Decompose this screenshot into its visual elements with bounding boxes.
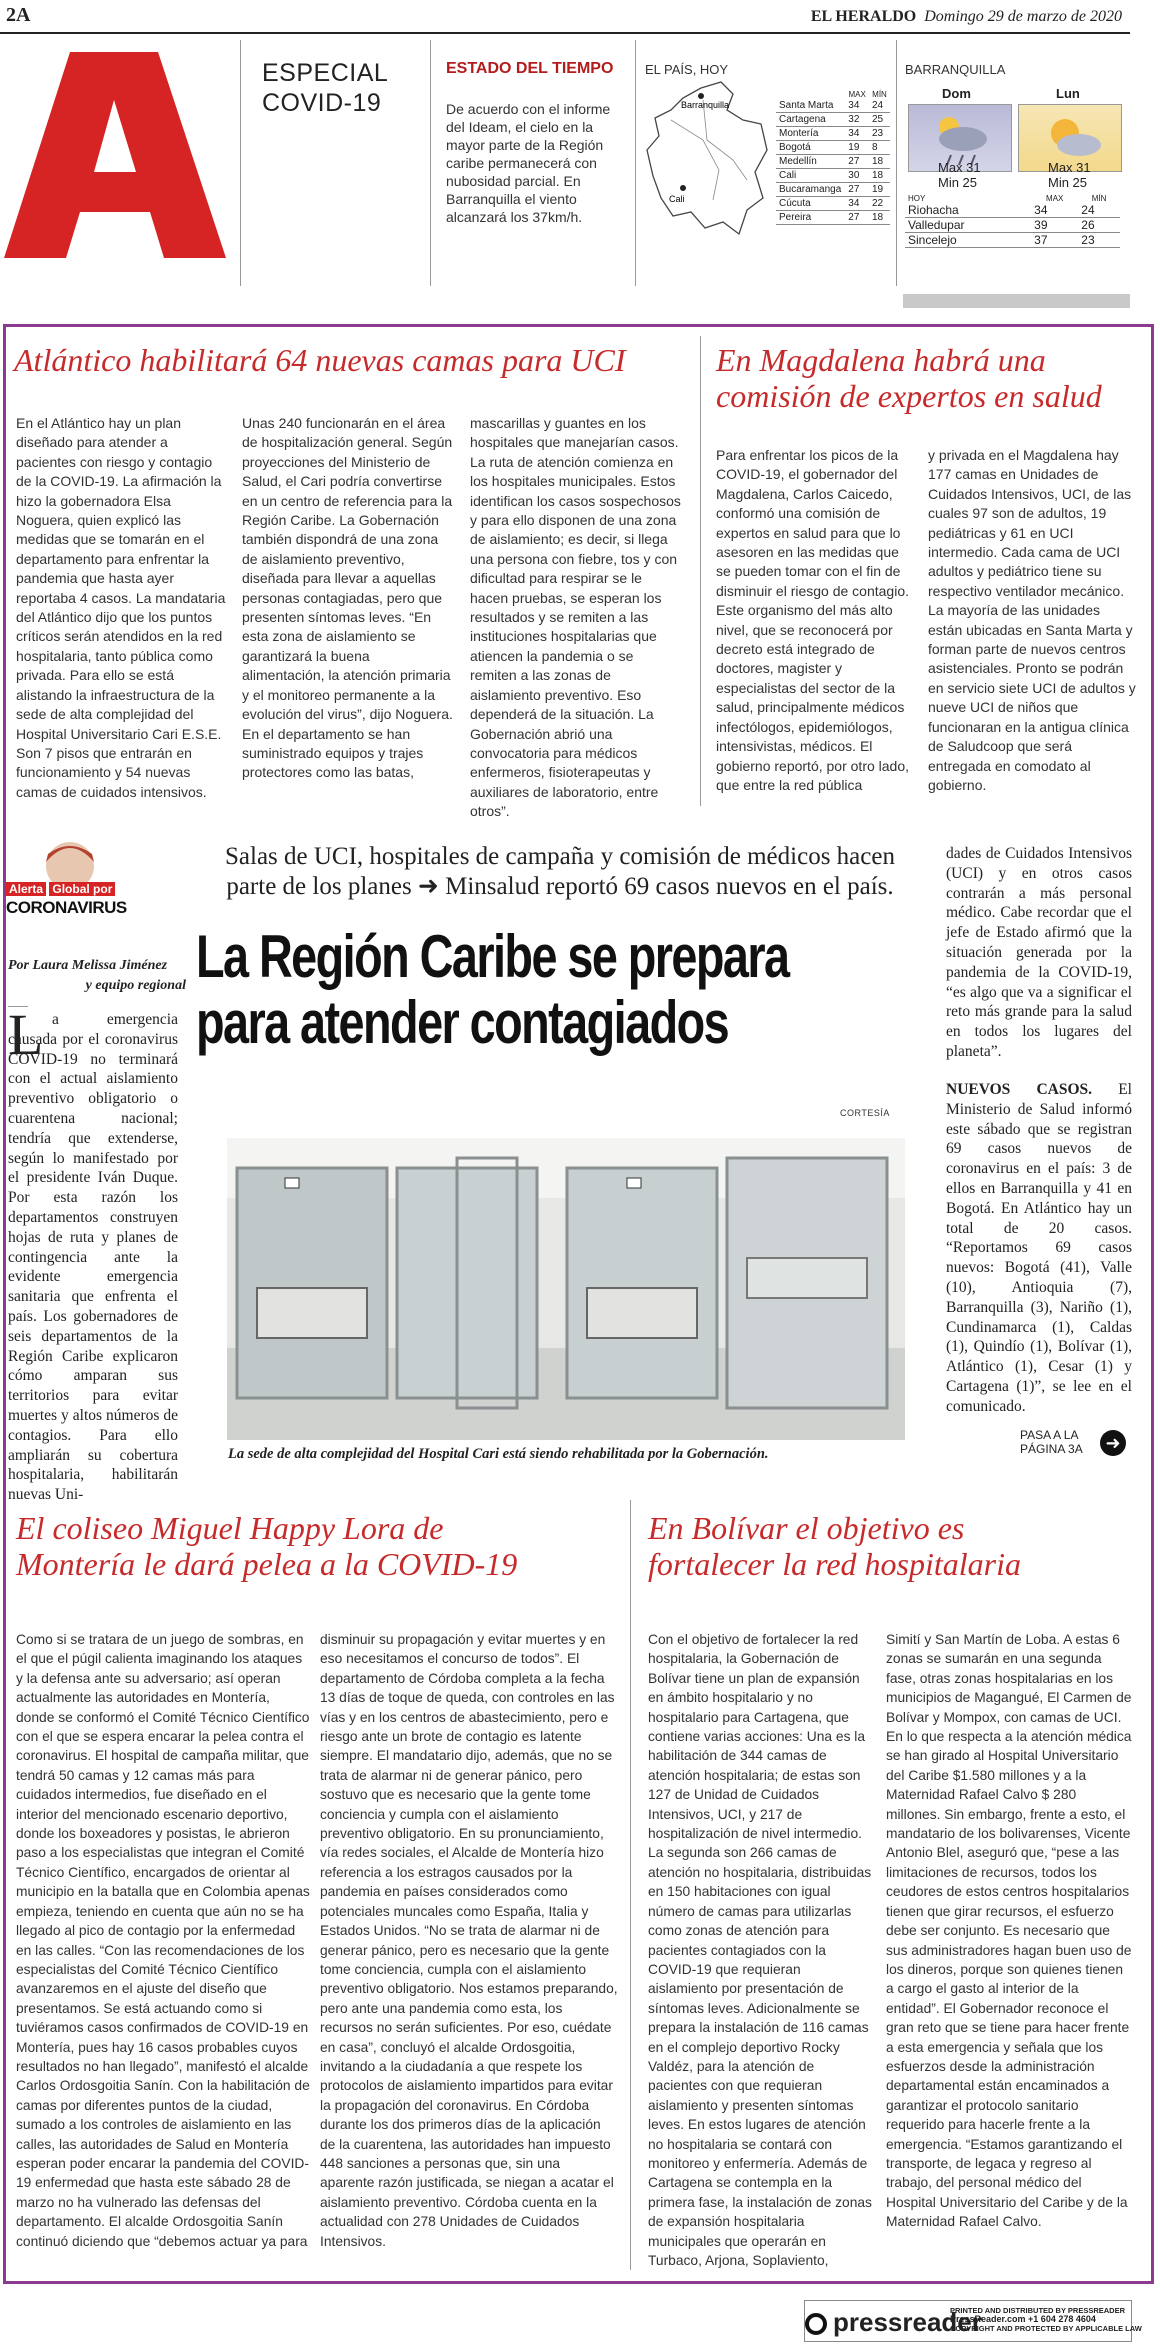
badge-coronavirus: CORONAVIRUS <box>6 898 127 917</box>
column-divider <box>700 336 701 806</box>
issue-date: Domingo 29 de marzo de 2020 <box>924 8 1122 25</box>
headline-monteria <box>16 1510 636 1582</box>
legal-line-3: COPYRIGHT AND PROTECTED BY APPLICABLE LAW <box>950 2324 1142 2333</box>
special-line-1: ESPECIAL <box>262 59 389 87</box>
main-col-right-1: dades de Cuidados Intensivos (UCI) y en otros casos contrarán a más personal médico. Cabe recordar que el jefe de Estado afirmó que la situación generada por la pandemia de la COVID-19, “es algo que va a significar el reto más grande para la salud en todos los lugares del planeta”. <box>946 845 1132 1060</box>
map-label-cali: Cali <box>669 194 685 204</box>
monteria-headline-2: Montería le dará pelea a la COVID-19 <box>16 1546 518 1582</box>
monteria-col-1: Como si se tratara de un juego de sombras, en el que el púgil calienta imaginando los ataques y la defensa ante su adversario; así operan actualmente las autoridades en Montería, donde se conformó el Comité Técnico Científico con el que se espera encarar la pelea contra el coronavirus. El hospital de campaña militar, que tendrá 50 camas y 12 camas más para cuidados intermedios, fue diseñado en el interior del mencionado escenario deportivo, donde los boxeadores y posistas, le abrieron paso a los especialistas que integran el Comité Técnico Científico, encargados de orientar al municipio en la batalla que en Colombia apenas empieza, teniendo en cuenta que aún no se ha llegado al pico de contagio por la enfermedad en las calles. “Con las recomendaciones de los especialistas del Comité Técnico Científico avanzaremos en el ajuste del diseño que presentamos. Se está actuando como si tuviéramos casos confirmados de COVID-19 en Montería, pues hay 16 casos probables cuyos resultados no han llegado”, manifestó el alcalde Carlos Ordosgoitia Sanín. Con la habilitación de camas por diferentes puntos de la ciudad, sumado a los controles de aislamiento en las calles, las autoridades de Salud en Montería esperan poder encarar la pandemia del COVID-19 enfermedad que hasta este sábado 28 de marzo no ha vulnerado las defensas del departamento. El alcalde Ordosgoitia Sanín continuó diciendo que “debemos actuar ya para <box>16 1632 310 2249</box>
main-headline-line-1: La Región Caribe se prepara <box>196 923 789 990</box>
weather-title: ESTADO DEL TIEMPO <box>446 60 614 77</box>
col-max: MAX <box>848 90 866 99</box>
table-row: Medellín 27 18 <box>776 155 890 169</box>
country-label: EL PAÍS, HOY <box>645 62 729 77</box>
byline-team: y equipo regional <box>85 978 186 993</box>
table-row: Bogotá 19 8 <box>776 141 890 155</box>
divider <box>635 40 636 286</box>
city-dot <box>680 185 686 191</box>
city-temperature-table <box>776 90 890 225</box>
badge-label <box>6 882 115 896</box>
continue-line-2: PÁGINA 3A <box>1020 1442 1083 1456</box>
headline-magdalena: En Magdalena habrá una comisión de expertos en salud <box>716 342 1102 414</box>
atlantico-col-3: mascarillas y guantes en los hospitales que manejarían casos. La ruta de atención comienza en los hospitales municipales. Estos identifican los casos sospechosos y para ello disponen de una zona de aislamiento; es decir, si llega una persona con fiebre, tos y con dificultad para respirar se le hacen pruebas, se esperan los resultados y se remiten a las instituciones hospitalarias que atiencen la pandemia o se remiten a las zonas de aislamiento preventivo. Eso dependerá de la situación. La Gobernación abrió una convocatoria para médicos enfermeros, fisioterapeutas y auxiliares de laboratorio, entre otros”. <box>470 415 681 820</box>
monteria-headline-1: El coliseo Miguel Happy Lora de <box>16 1510 444 1546</box>
byline <box>8 956 186 996</box>
paper-name: EL HERALDO <box>810 8 917 25</box>
column-divider <box>630 1500 631 2270</box>
special-label <box>262 58 388 118</box>
lun-min: Min 25 <box>1048 175 1088 190</box>
table-row: Cali 30 18 <box>776 169 890 183</box>
main-kicker <box>180 842 940 902</box>
magdalena-col-1: Para enfrentar los picos de la COVID-19, el gobernador del Magdalena, Carlos Caicedo, conformó una comisión de expertos en salud para que lo asesoren en las medidas que se pueden tomar con el fin de disminuir el riesgo de contagio. Este organismo del más alto nivel, que se reconocerá por decreto está integrado de doctores, magister y especialistas del sector de la salud, principalmente médicos infectólogos, epidemiólogos, intensivistas, médicos. El gobierno reportó, por otro lado, que entre la red pública <box>716 447 910 793</box>
continue-note[interactable] <box>1020 1428 1083 1456</box>
table-row: Montería 34 23 <box>776 127 890 141</box>
city-dot <box>698 93 704 99</box>
weather-text: De acuerdo con el informe del Ideam, el cielo en la mayor parte de la Región caribe permanecerá con nubosidad parcial. En Barranquilla el viento alcanzará los 37km/h. <box>446 101 611 225</box>
col-hoy: HOY <box>908 194 926 203</box>
badge-line-1: Alerta <box>6 882 46 896</box>
table-row: Sincelejo 37 23 <box>905 233 1120 248</box>
colombia-map <box>643 80 773 240</box>
headline-bolivar <box>648 1510 1128 1582</box>
legal-line-2: PressReader.com +1 604 278 4604 <box>950 2314 1096 2324</box>
pressreader-legal <box>950 2306 1142 2333</box>
pressreader-wordmark: pressreader <box>833 2307 982 2337</box>
day-lun: Lun <box>1056 86 1080 101</box>
table-row: Riohacha 34 24 <box>905 203 1120 218</box>
new-cases-label: NUEVOS CASOS. <box>946 1081 1093 1098</box>
table-row: Valledupar 39 26 <box>905 218 1120 233</box>
header-bar <box>903 294 1130 308</box>
hospital-photo <box>227 1138 905 1440</box>
dom-temps <box>938 160 981 190</box>
new-cases-text: El Ministerio de Salud informó este sábado que se registran 69 casos nuevos de coronavirus en el país: 3 de ellos en Barranquilla y 41 en Bogotá. En Atlántico hay un total de 20 casos. “Reportamos 69 casos nuevos: Bogotá (41), Valle (10), Antioquia (7), Barranquilla (3), Nariño (1), Cundinamarca (1), Caldas (1), Quindío (1), Bolívar (1), Atlántico (1), Cesar (1) y Cartagena (1)”, se lee en el comunicado. <box>946 1081 1132 1415</box>
bolivar-headline-1: En Bolívar el objetivo es <box>648 1510 965 1546</box>
barranquilla-label: BARRANQUILLA <box>905 62 1006 77</box>
special-line-2: COVID-19 <box>262 89 382 117</box>
main-headline <box>196 924 788 1056</box>
byline-author: Por Laura Melissa Jiménez <box>8 958 168 973</box>
table-row: Pereira 27 18 <box>776 211 890 225</box>
col-min: MÍN <box>1091 194 1107 203</box>
lun-temps <box>1048 160 1091 190</box>
table-row: Cartagena 32 25 <box>776 113 890 127</box>
drop-cap: L <box>8 1002 44 1067</box>
divider <box>240 40 241 286</box>
headline-atlantico: Atlántico habilitará 64 nuevas camas para UCI <box>14 342 626 378</box>
map-label-barranquilla: Barranquilla <box>681 100 730 110</box>
pressreader-icon <box>805 2313 827 2335</box>
monteria-col-2: disminuir su propagación y evitar muertes y en eso necesitamos el concurso de todos”. El departamento de Córdoba completa a la fecha 13 días de toque de queda, con controles en las vías y en los centros de abastecimiento, pero e riesgo ante un brote de contagio es latente siempre. El mandatario dijo, además, que no se trata de alarmar ni de generar pánico, pero sostuvo que es necesario que la gente tome conciencia y cumpla con el aislamiento preventivo obligatorio. En su pronunciamiento, vía redes sociales, el Alcalde de Montería hizo referencia a los estragos causados por la pandemia en países considerados como potenciales muncales como España, Italia y Estados Unidos. “No se trata de alarmar ni de generar pánico, pero es necesario que la gente tome conciencia, cumpla con el aislamiento preventivo obligatorio. Nos estamos preparando, pero ante una pandemia como esta, los recursos no serán suficientes. Por eso, cuédate en casa”, concluyó el alcalde Ordosgoitia, invitando a la ciudadanía a que respete los protocolos de aislamiento impartidos para evitar la propagación del coronavirus. En Córdoba durante los dos primeros días de la aplicación de la cuarentena, las autoridades han impuesto 448 sanciones a personas que, sin una aparente razón justificada, se niegan a acatar el aislamiento preventivo. Córdoba cuenta en la actualidad con 278 Unidades de Cuidados Intensivos. <box>320 1632 618 2249</box>
arrow-right-icon[interactable]: ➜ <box>1100 1430 1126 1456</box>
divider <box>896 40 897 286</box>
lun-max: Max 31 <box>1048 160 1091 175</box>
table-row: Bucaramanga 27 19 <box>776 183 890 197</box>
photo-credit: CORTESÍA <box>840 1108 890 1118</box>
coronavirus-badge <box>6 840 176 917</box>
day-dom: Dom <box>942 86 971 101</box>
bolivar-col-2: Simití y San Martín de Loba. A estas 6 zonas se sumarán en una segunda fase, otras zonas hospitalarias en los municipios de Magangué, El Carmen de Bolívar y Mompox, con camas de UCI. En lo que respecta a la atención médica se han girado al Hospital Universitario del Caribe $1.580 millones y a la Maternidad Rafael Calvo $ 280 millones. Sin embargo, frente a esto, el mandatario de los bolivarenses, Vicente Antonio Blel, aseguró que, “pese a las limitaciones de recursos, todos los ceudores de estos centros hospitalarios tienen que girar recursos, el esfuerzo debe ser conjunto. Es necesario que sus administradores hagan buen uso de los dineros, porque son quienes tienen a cargo el gasto al interior de la entidad”. El Gobernador reconoce el gran reto que se tiene para hacer frente a esta emergencia y señala que los esfuerzos desde la administración departamental están encaminados a garantizar el protocolo sanitario requerido para hacerle frente a la emergencia. “Estamos garantizando el transporte, de legaca y regreso al trabajo, del personal médico del Hospital Universitario del Caribe y de la Maternidad Rafael Calvo. <box>886 1632 1132 2230</box>
col-max: MAX <box>1046 194 1064 203</box>
main-col-left: a emergencia causada por el coronavirus COVID-19 no terminará con el actual aislamiento preventivo obligatorio o cuarentena nacional; tendría que extenderse, según lo manifestado por el presidente Iván Duque. Por esta razón los departamentos construyen hojas de ruta y planes de contingencia ante la evidente emergencia sanitaria que enfrenta el país. Los gobernadores de seis departamentos de la Región Caribe explicaron cómo amparan sus territorios para evitar muertes y altos números de contagios. Para ello ampliarán su cobertura hospitalaria, habilitarán nuevas Uni- <box>8 1011 178 1504</box>
photo-caption: La sede de alta complejidad del Hospital Cari está siendo rehabilitada por la Gobernación. <box>228 1446 769 1462</box>
header-rule <box>0 32 1130 34</box>
kicker-line-1: Salas de UCI, hospitales de campaña y comisión de médicos hacen <box>225 843 895 870</box>
main-headline-line-2: para atender contagiados <box>196 989 729 1056</box>
magdalena-col-2: y privada en el Magdalena hay 177 camas en Unidades de Cuidados Intensivos, UCI, de las cuales 97 son de adultos, 19 pediátricas y 61 en UCI intermedio. Cada cama de UCI adultos y pediátrico tiene su respectivo ventilador mecánico. La mayoría de las unidades están ubicadas en Santa Marta y forman parte de nuevos centros asistenciales. Pronto se podrán en servicio siete UCI de adultos y nueve UCI de niños que funcionaran en la antigua clínica de Saludcoop que será entregada en comodato al gobierno. <box>928 447 1136 793</box>
main-col-right-2 <box>946 1080 1132 1417</box>
section-letter-a <box>4 52 226 258</box>
dom-max: Max 31 <box>938 160 981 175</box>
atlantico-col-1: En el Atlántico hay un plan diseñado para atender a pacientes con riesgo y contagio de la COVID-19. La afirmación la hizo la gobernadora Elsa Noguera, quien explicó las medidas que se tomarán en el departamento para enfrentar la pandemia que hasta ayer reportaba 4 casos. La mandataria del Atlántico dijo que los puntos críticos serán atendidos en la red hospitalaria, tanto pública como privada. Para ello se está alistando la infraestructura de la sede de alta complejidad del Hospital Universitario Cari E.S.E. Son 7 pisos que entrarán en funcionamiento y 54 nuevas camas de cuidados intensivos. <box>16 415 226 800</box>
divider <box>430 40 431 286</box>
bolivar-col-1: Con el objetivo de fortalecer la red hospitalaria, la Gobernación de Bolívar tiene un plan de expansión en ámbito hospitalario y no hospitalario para Cartagena, que contiene varias acciones: Una es la habilitación de 344 camas de atención hospitalaria; de estas son 127 de Unidad de Cuidados Intensivos, UCI, y 217 de hospitalización de nivel intermedio. La segunda son 266 camas de atención no hospitalaria, distribuidas en 150 habitaciones con igual número de camas para utilizarlas como zonas de atención para pacientes contagiados con la COVID-19 que requieran aislamiento por presentación de síntomas leves. Adicionalmente se prepara la instalación de 116 camas en el complejo deportivo Rocky Valdéz, para la atención de pacientes con que requieran aislamiento y presenten síntomas leves. En estos lugares de atención no hospitalaria se contará con monitoreo y enfermería. Además de Cartagena se contempla en la primera fase, la instalación de zonas de expansión hospitalaria municipales que operarán en Turbaco, Arjona, Soplaviento, <box>648 1632 872 2268</box>
paper-masthead <box>811 8 1122 26</box>
col-min: MÍN <box>872 90 887 99</box>
bolivar-headline-2: fortalecer la red hospitalaria <box>648 1546 1022 1582</box>
atlantico-col-2: Unas 240 funcionarán en el área de hospitalización general. Según proyecciones del Ministerio de Salud, el Cari podría convertirse en un centro de referencia para la Región Caribe. La Gobernación también dispondrá de una zona de aislamiento preventivo, diseñada para llevar a aquellas personas contagiadas, pero que presenten síntomas leves. “En esta zona de aislamiento se garantizará la buena alimentación, la atención primaria y el monitoreo permanente a la evolución del virus”, dijo Noguera. En el departamento se han suministrado equipos y trajes protectores como las batas, <box>242 415 453 781</box>
region-temperature-table <box>905 194 1120 248</box>
badge-line-2: Global por <box>49 882 115 896</box>
kicker-line-2: parte de los planes ➜ Minsalud reportó 69 casos nuevos en el país. <box>226 873 894 900</box>
table-row: Cúcuta 34 22 <box>776 197 890 211</box>
legal-line-1: PRINTED AND DISTRIBUTED BY PRESSREADER <box>950 2306 1126 2315</box>
continue-line-1: PASA A LA <box>1020 1428 1079 1442</box>
table-row: Santa Marta 34 24 <box>776 99 890 113</box>
page-number: 2A <box>6 4 31 26</box>
dom-min: Min 25 <box>938 175 978 190</box>
